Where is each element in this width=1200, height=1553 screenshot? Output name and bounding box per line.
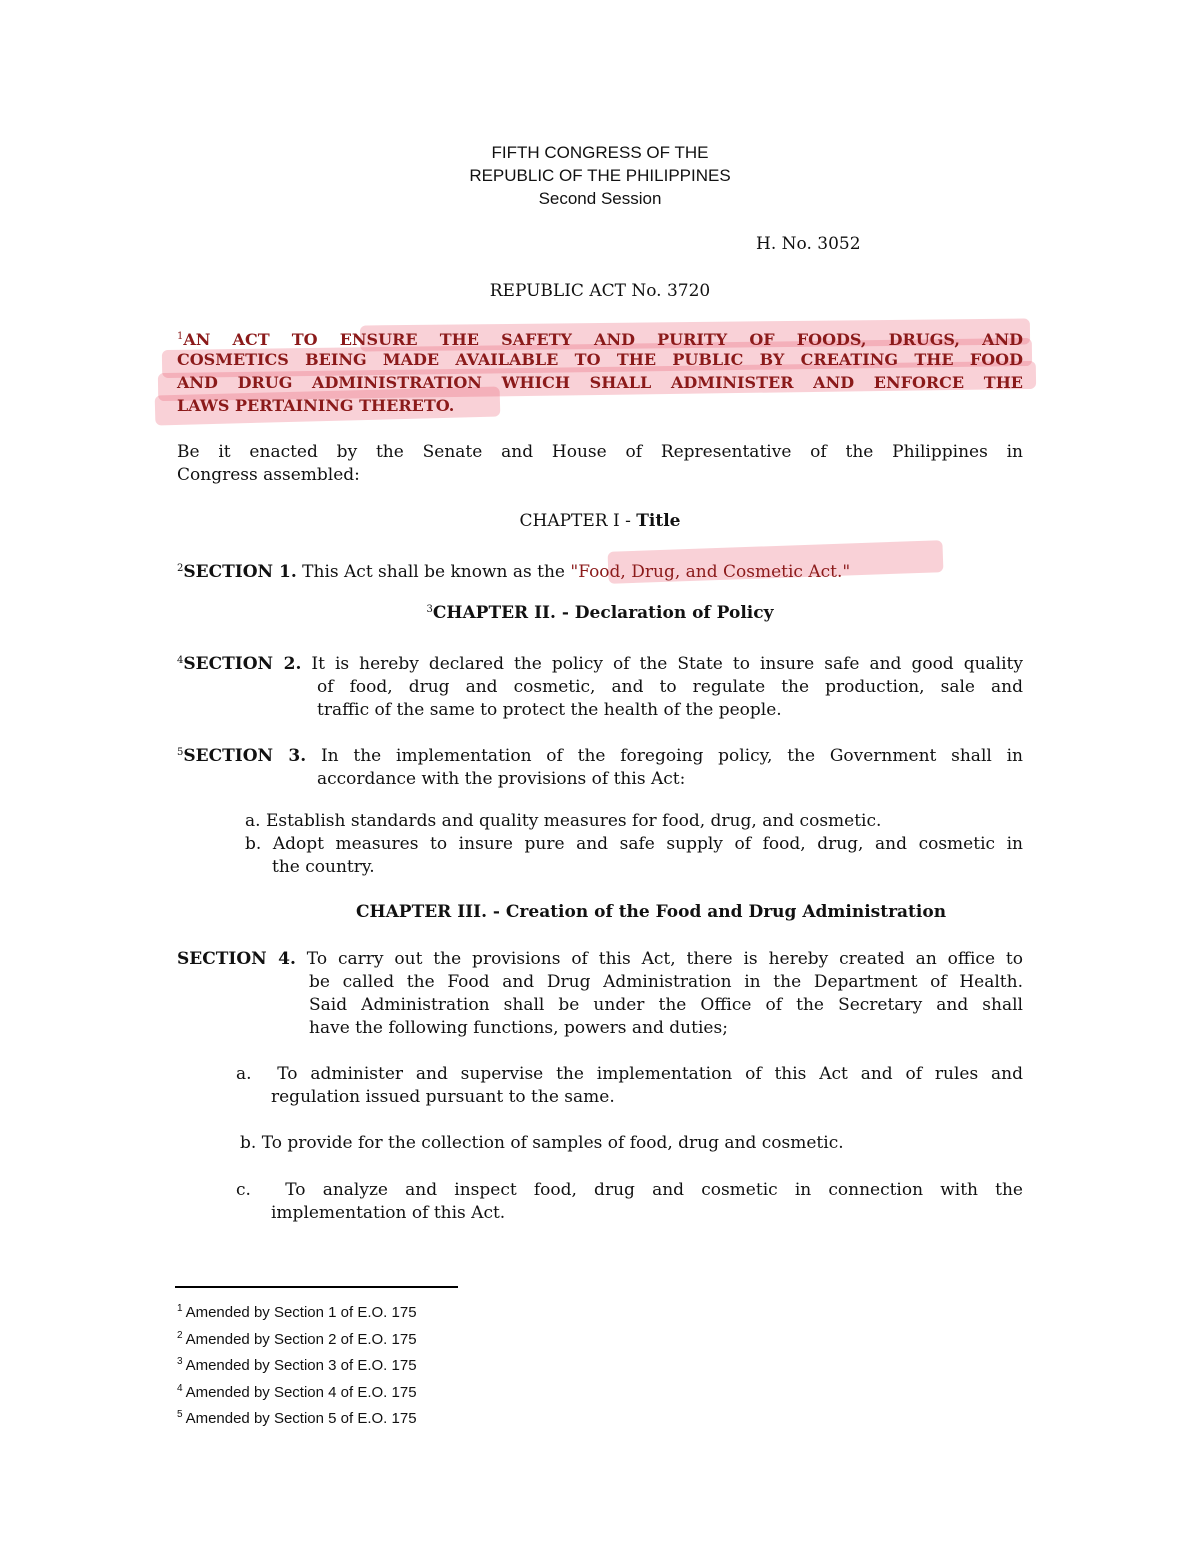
act-short-title: "Food, Drug, and Cosmetic Act." xyxy=(570,562,851,582)
chapter-1-heading: CHAPTER I - Title xyxy=(519,511,681,531)
congress-header xyxy=(0,141,1200,210)
footnote: $^2$ Amended by Section 2 of E.O. 175 xyxy=(177,1329,417,1348)
list-item: a. Establish standards and quality measures for food, drug, and cosmetic. xyxy=(245,811,882,831)
title-line: AND DRUG ADMINISTRATION WHICH SHALL ADMINISTER AND ENFORCE THE xyxy=(177,373,1023,392)
footnote-ref: 5 xyxy=(177,747,184,758)
list-item: c. To analyze and inspect food, drug and cosmetic in connection with the implementation of this Act. xyxy=(236,1180,1023,1223)
header-line: FIFTH CONGRESS OF THE xyxy=(491,143,709,162)
enacting-clause: Be it enacted by the Senate and House of Representative of the Philippines in Congress assembled: xyxy=(177,442,1023,485)
footnote-separator xyxy=(175,1286,458,1288)
chapter-3-heading: CHAPTER III. - Creation of the Food and Drug Administration xyxy=(356,902,947,922)
footnote-ref: 2 xyxy=(177,563,184,574)
section-label: SECTION 3. xyxy=(183,746,307,766)
list-item: a. To administer and supervise the implementation of this Act and of rules and regulation issued pursuant to the same. xyxy=(236,1064,1023,1107)
section-label: SECTION 4. xyxy=(177,949,296,969)
section-2: $^4$SECTION 2. It is hereby declared the policy of the State to insure safe and good quality of food, drug and cosmetic, and to regulate the production, sale and traffic of the same to protect the health of the people. xyxy=(177,654,1023,720)
title-line: LAWS PERTAINING THERETO. xyxy=(177,396,455,415)
footnote: $^4$ Amended by Section 4 of E.O. 175 xyxy=(177,1382,417,1401)
section-label: SECTION 1. xyxy=(183,562,297,582)
section-label: SECTION 2. xyxy=(183,654,302,674)
footnote-ref: 3 xyxy=(426,604,433,615)
title-line: AN ACT TO ENSURE THE SAFETY AND PURITY OF FOODS, DRUGS, AND xyxy=(183,330,1023,349)
footnote: $^3$ Amended by Section 3 of E.O. 175 xyxy=(177,1356,417,1374)
section-3: $^5$SECTION 3. In the implementation of the foregoing policy, the Government shall in accordance with the provisions of this Act: xyxy=(177,746,1023,789)
footnote: $^1$ Amended by Section 1 of E.O. 175 xyxy=(177,1303,417,1321)
section-4: SECTION 4. To carry out the provisions of this Act, there is hereby created an office to be called the Food and Drug Administration in the Department of Health. Said Administration shall be under the Office of the Secretary and shall have the following functions, powers and duties; xyxy=(177,949,1023,1038)
footnote-ref: 1 xyxy=(177,331,184,342)
list-item: b. Adopt measures to insure pure and safe supply of food, drug, and cosmetic in xyxy=(245,834,1023,854)
list-item: b. To provide for the collection of samples of food, drug and cosmetic. xyxy=(240,1133,844,1153)
house-number: H. No. 3052 xyxy=(756,234,861,254)
section-3-list: a. Establish standards and quality measures for food, drug, and cosmetic. b. Adopt measures to insure pure and safe supply of food, drug, and cosmetic in the country. xyxy=(245,811,1023,877)
chapter-2-heading: $^3$CHAPTER II. - Declaration of Policy xyxy=(426,603,774,623)
republic-act-number: REPUBLIC ACT No. 3720 xyxy=(489,281,711,301)
header-line: REPUBLIC OF THE PHILIPPINES xyxy=(469,166,731,185)
title-line: COSMETICS BEING MADE AVAILABLE TO THE PUBLIC BY CREATING THE FOOD xyxy=(177,350,1023,369)
act-title xyxy=(177,325,1023,417)
footnote-ref: 4 xyxy=(177,655,184,666)
section-1: $^2$SECTION 1. This Act shall be known as the "Food, Drug, and Cosmetic Act." xyxy=(177,562,851,582)
header-line: Second Session xyxy=(538,189,662,208)
footnotes xyxy=(177,1298,417,1431)
footnote: $^5$ Amended by Section 5 of E.O. 175 xyxy=(177,1409,417,1427)
